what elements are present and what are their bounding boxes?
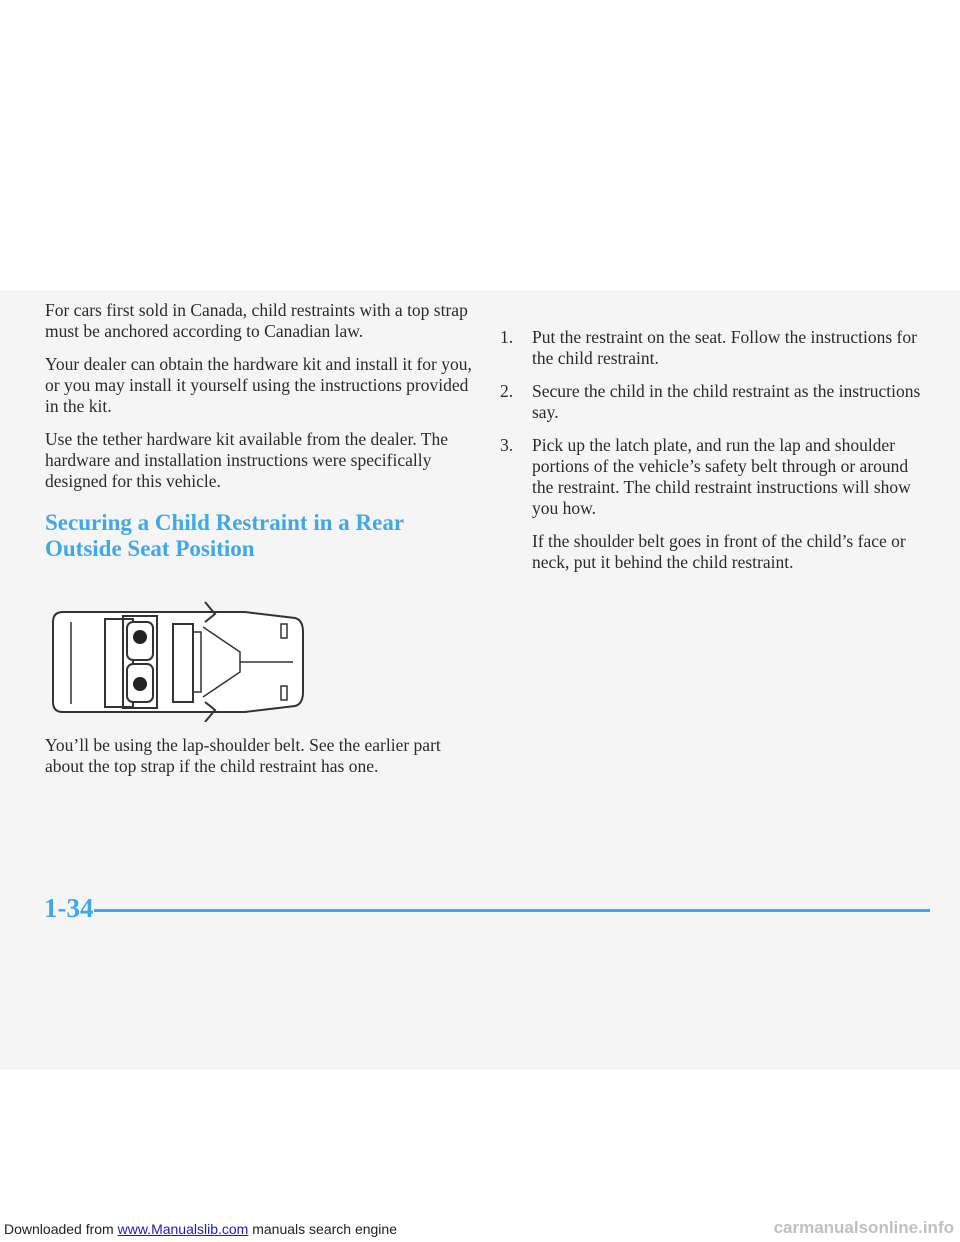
- step-text: Pick up the latch plate, and run the lap and shoulder portions of the vehicle’s safety belt through or around the restraint. The child restraint instructions will show you how.: [532, 435, 911, 518]
- step-item: [500, 381, 930, 423]
- step-text: Secure the child in the child restraint as the instructions say.: [532, 381, 921, 422]
- paragraph-canada: For cars first sold in Canada, child restraints with a top strap must be anchored according to Canadian law.: [45, 300, 468, 341]
- footer-rule: [94, 909, 930, 912]
- step-item: [500, 327, 930, 369]
- shoulder-belt-note: If the shoulder belt goes in front of the child’s face or neck, put it behind the child restraint.: [532, 531, 906, 572]
- step-number: 2.: [500, 381, 514, 401]
- step-number: 1.: [500, 327, 514, 347]
- steps-list: [500, 327, 930, 519]
- paragraph-tether-kit: Use the tether hardware kit available from the dealer. The hardware and installation instructions were specifically designed for this vehicle.: [45, 429, 448, 491]
- page-number: 1-34: [44, 893, 94, 923]
- rear-seat-position-diagram: [45, 592, 305, 722]
- section-heading: Securing a Child Restraint in a Rear Outside Seat Position: [45, 510, 404, 561]
- step-item: [500, 435, 930, 519]
- step-number: 3.: [500, 435, 514, 455]
- paragraph-lap-shoulder-belt: You’ll be using the lap-shoulder belt. See the earlier part about the top strap if the child restraint has one.: [45, 735, 441, 776]
- left-column: [45, 300, 475, 562]
- manualslib-link[interactable]: www.Manualslib.com: [117, 1221, 249, 1237]
- download-credit: [4, 1221, 397, 1237]
- right-column: [500, 327, 930, 585]
- step-text: Put the restraint on the seat. Follow the instructions for the child restraint.: [532, 327, 917, 368]
- watermark: carmanualsonline.info: [773, 1218, 954, 1237]
- download-prefix: Downloaded from: [4, 1221, 118, 1237]
- paragraph-dealer: Your dealer can obtain the hardware kit and install it for you, or you may install it yourself using the instructions provided in the kit.: [45, 354, 472, 416]
- download-suffix: manuals search engine: [248, 1221, 397, 1237]
- download-footer: [0, 1218, 960, 1242]
- after-diagram-text-block: [45, 735, 475, 789]
